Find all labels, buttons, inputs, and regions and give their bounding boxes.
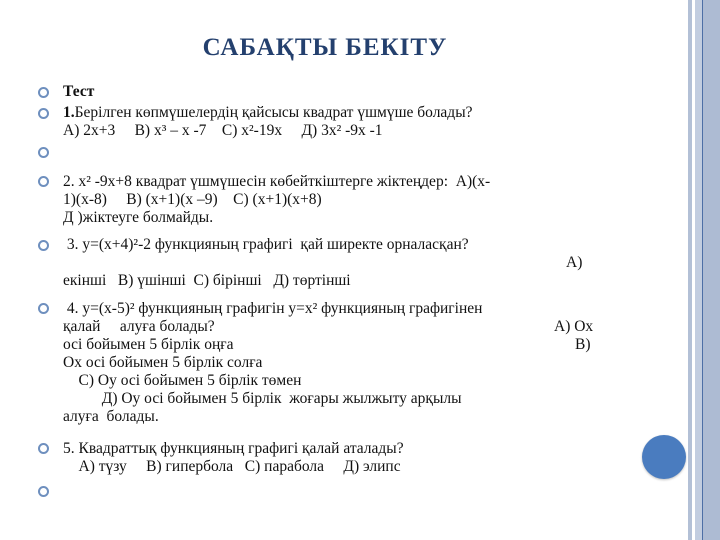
bullet-icon [38,176,49,187]
bullet-icon [38,147,49,158]
question-4-line: қалай алуға болады? [63,318,215,335]
slide-title: САБАҚТЫ БЕКІТУ [202,34,448,61]
question-4-line: А) Ох [554,318,594,335]
question-number: 1. [63,104,75,121]
question-text: Берілген көпмүшелердің қайсысы квадрат үшмүше болады? [74,104,473,121]
bullet-icon [38,486,49,497]
question-3-line: А) [566,254,583,271]
question-4-line: Ох осі бойымен 5 бірлік солға [63,354,263,371]
decor-stripe [688,0,692,540]
question-1-options: А) 2х+3 В) х³ – х -7 С) х²-19х Д) 3х² -9х -1 [63,122,383,139]
bullet-icon [38,87,49,98]
question-5-options: А) түзу В) гипербола С) парабола Д) элипс [63,458,401,475]
question-4-line: осі бойымен 5 бірлік оңға [63,336,234,353]
question-2-line: Д )жіктеуге болмайды. [63,209,214,226]
test-heading: Тест [63,83,95,100]
decor-stripe [695,0,702,540]
question-2-line: 2. х² -9х+8 квадрат үшмүшесін көбейткіштерге жіктеңдер: А)(х- [63,173,491,190]
question-4-line: алуға болады. [63,408,159,425]
question-4-line: 4. у=(х-5)² функцияның графигін у=х² функцияның графигінен [63,300,483,317]
bullet-icon [38,303,49,314]
question-5: 5. Квадраттық функцияның графигі қалай аталады? [63,440,404,457]
bullet-icon [38,108,49,119]
question-1 [63,104,473,122]
question-4-line: Д) Оу осі бойымен 5 бірлік жоғары жылжыту арқылы [63,390,462,407]
question-4-line: С) Оу осі бойымен 5 бірлік төмен [63,372,302,389]
bullet-icon [38,240,49,251]
bullet-icon [38,443,49,454]
decor-stripe [703,0,720,540]
question-3-line: екінші В) үшінші С) бірінші Д) төртінші [63,272,351,289]
question-3-line: 3. у=(х+4)²-2 функцияның графигі қай ширекте орналасқан? [63,236,469,253]
question-4-line: В) [575,336,591,353]
question-2-line: 1)(х-8) В) (х+1)(х –9) С) (х+1)(х+8) [63,191,322,208]
decor-circle [642,435,686,479]
